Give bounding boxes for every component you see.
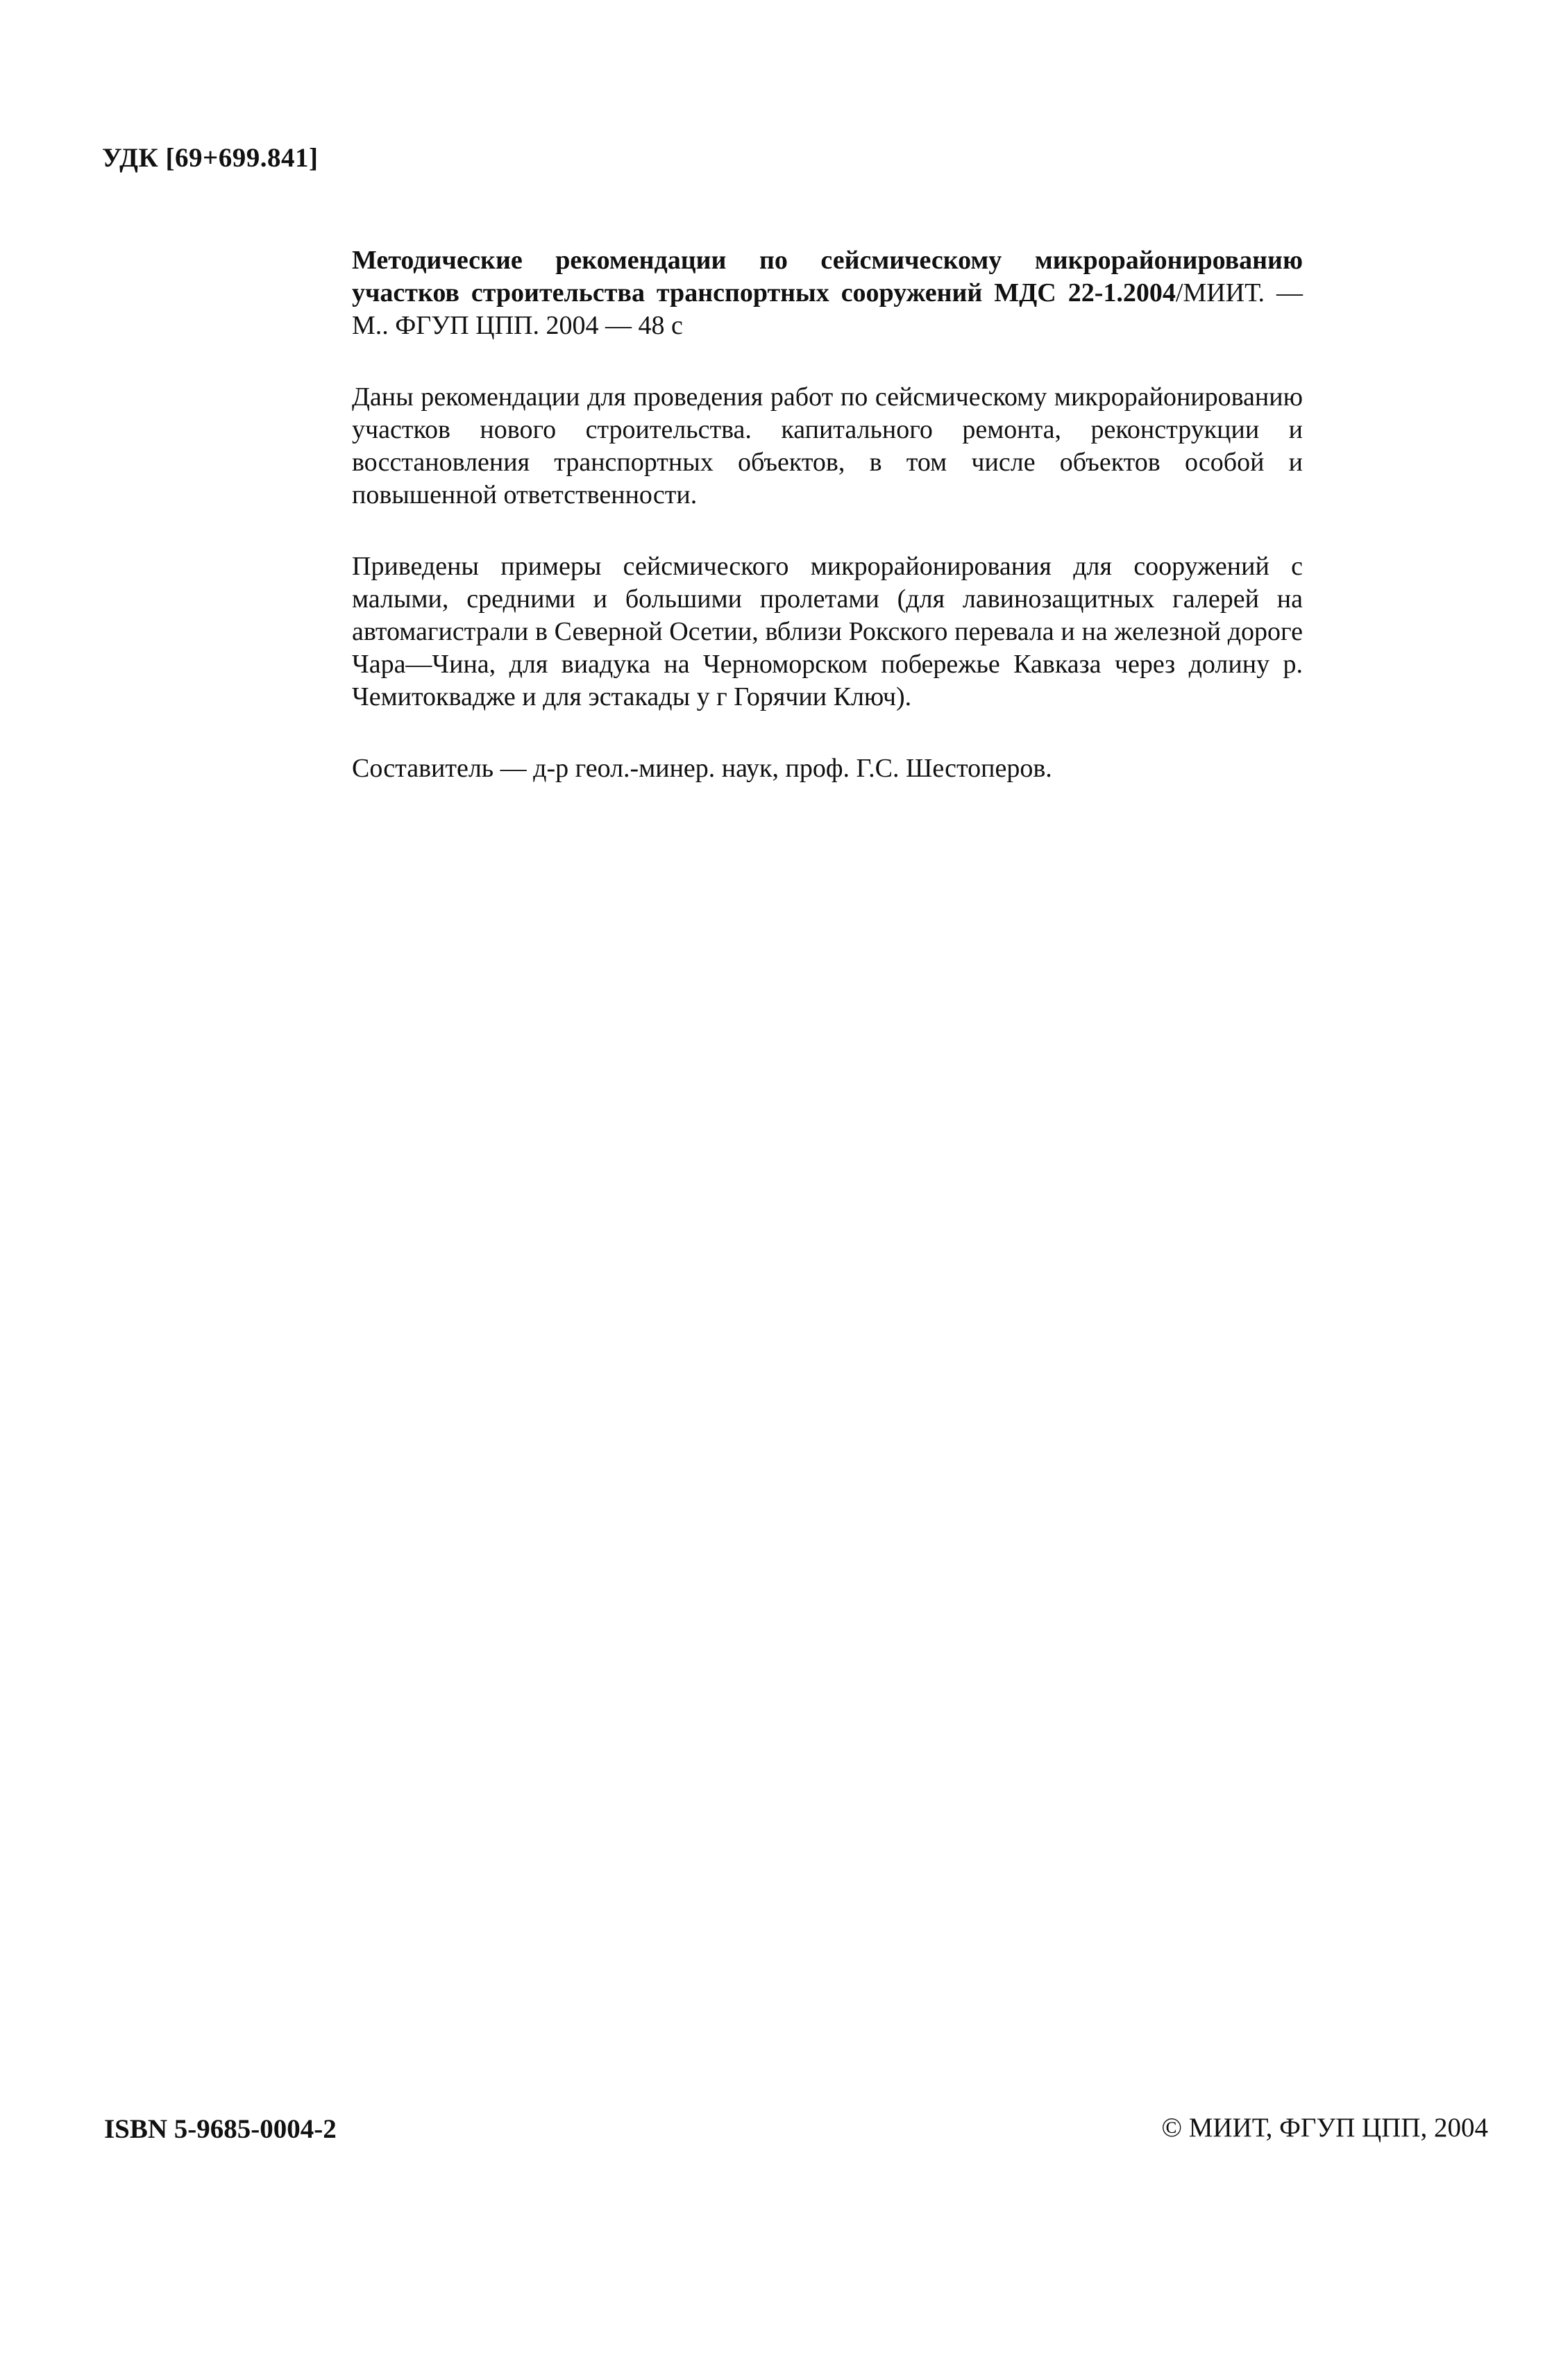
udk-code: УДК [69+699.841]	[102, 143, 319, 173]
abstract-paragraph-1: Даны рекомендации для проведения работ по сейсмическому микрорайонированию участков нового строительства. капитального ремонта, реконструкции и восстановления транспортных объектов, в том числе объектов особой и повышенной ответственности.	[352, 382, 1303, 509]
publication-imprint: /МИИТ. — М.. ФГУП ЦПП. 2004 — 48 с	[352, 278, 1303, 340]
isbn: ISBN 5-9685-0004-2	[104, 2114, 337, 2144]
abstract-block	[352, 244, 1303, 785]
publication-title: Методические рекомендации по сейсмическому микрорайонированию участков строительства транспортных сооружений МДС 22-1.2004	[352, 246, 1303, 307]
compiler-line: Составитель — д-р геол.-минер. наук, проф. Г.С. Шестоперов.	[352, 754, 1052, 783]
copyright: © МИИТ, ФГУП ЦПП, 2004	[1161, 2113, 1488, 2143]
bibliographic-entry	[352, 244, 1303, 342]
abstract-paragraph-2: Приведены примеры сейсмического микрорайонирования для сооружений с малыми, средними и большими пролетами (для лавинозащитных галерей на автомагистрали в Северной Осетии, вблизи Рокского перевала и на железной дороге Чара—Чина, для виадука на Черноморском побережье Кавказа через долину р. Чемитоквадже и для эстакады у г Горячии Ключ).	[352, 552, 1303, 711]
